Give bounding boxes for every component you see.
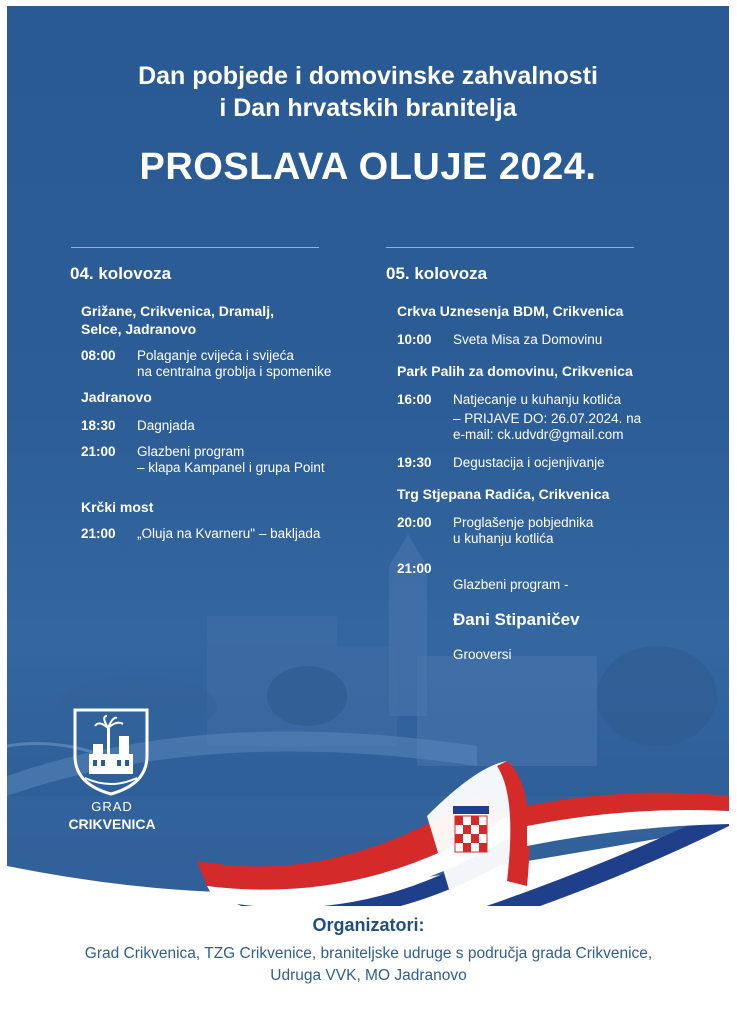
event-row <box>397 392 716 408</box>
event-label: Glazbeni program - <box>453 577 569 592</box>
performer-name: Đani Stipaničev <box>453 610 580 629</box>
divider-right <box>386 247 634 248</box>
logo-text-grad: GRAD <box>91 799 133 814</box>
registration-note: – PRIJAVE DO: 26.07.2024. na e-mail: ck.udvdr@gmail.com <box>453 411 642 442</box>
event-time: 21:00 <box>81 444 116 459</box>
poster-subtitle <box>7 60 729 124</box>
event-time: 10:00 <box>397 332 432 347</box>
event-row <box>81 444 380 476</box>
event-time: 18:30 <box>81 418 116 433</box>
location-heading: Crkva Uznesenja BDM, Crikvenica <box>397 303 624 319</box>
event-description: Polaganje cvijeća i svijeća na centralna groblja i spomenike <box>137 348 332 379</box>
poster-background <box>7 6 729 906</box>
day-2-column <box>386 264 716 679</box>
croatian-coat-of-arms-icon <box>453 806 489 852</box>
event-description: Glazbeni program – klapa Kampanel i grupa Point <box>137 444 325 475</box>
subtitle-line-2: i Dan hrvatskih branitelja <box>219 94 517 122</box>
event-description: Sveta Misa za Domovinu <box>453 332 603 347</box>
day-1-heading: 04. kolovoza <box>70 264 172 283</box>
event-description: Proglašenje pobjednika u kuhanju kotlića <box>453 515 594 546</box>
event-time: 20:00 <box>397 515 432 530</box>
event-row <box>397 561 716 679</box>
performer-band: Grooversi <box>453 647 512 662</box>
day-1-column <box>70 264 380 542</box>
poster-title: PROSLAVA OLUJE 2024. <box>139 146 597 188</box>
organizers-list: Grad Crikvenica, TZG Crikvenice, braniteljske udruge s područja grada Crikvenice, Udruga VVK, MO Jadranovo <box>84 945 653 984</box>
event-row <box>81 526 380 542</box>
event-time: 19:30 <box>397 455 432 470</box>
day-2-heading: 05. kolovoza <box>386 264 488 283</box>
event-time: 08:00 <box>81 348 116 363</box>
location-heading: Trg Stjepana Radića, Crikvenica <box>397 486 610 502</box>
event-row <box>81 348 380 380</box>
event-time: 21:00 <box>81 526 116 541</box>
event-time: 21:00 <box>397 561 432 576</box>
crikvenica-coat-of-arms-icon <box>71 706 151 796</box>
event-description: „Oluja na Kvarneru" – bakljada <box>137 526 321 541</box>
logo-text-crikvenica: CRIKVENICA <box>68 816 156 832</box>
event-row <box>397 332 716 348</box>
organizers-heading: Organizatori: <box>312 915 425 935</box>
event-description: Degustacija i ocjenjivanje <box>453 455 605 470</box>
event-row <box>397 515 716 547</box>
event-row <box>397 455 716 471</box>
subtitle-line-1: Dan pobjede i domovinske zahvalnosti <box>138 62 598 90</box>
event-description <box>453 561 716 679</box>
event-note <box>397 411 716 443</box>
event-time: 16:00 <box>397 392 432 407</box>
location-heading: Krčki most <box>81 499 154 515</box>
location-heading: Park Palih za domovinu, Crikvenica <box>397 363 633 379</box>
event-description: Natjecanje u kuhanju kotlića <box>453 392 622 407</box>
location-heading: Grižane, Crikvenica, Dramalj, Selce, Jadranovo <box>81 303 274 337</box>
location-heading: Jadranovo <box>81 389 152 405</box>
divider-left <box>71 247 319 248</box>
event-description: Dagnjada <box>137 418 195 433</box>
event-row <box>81 418 380 434</box>
